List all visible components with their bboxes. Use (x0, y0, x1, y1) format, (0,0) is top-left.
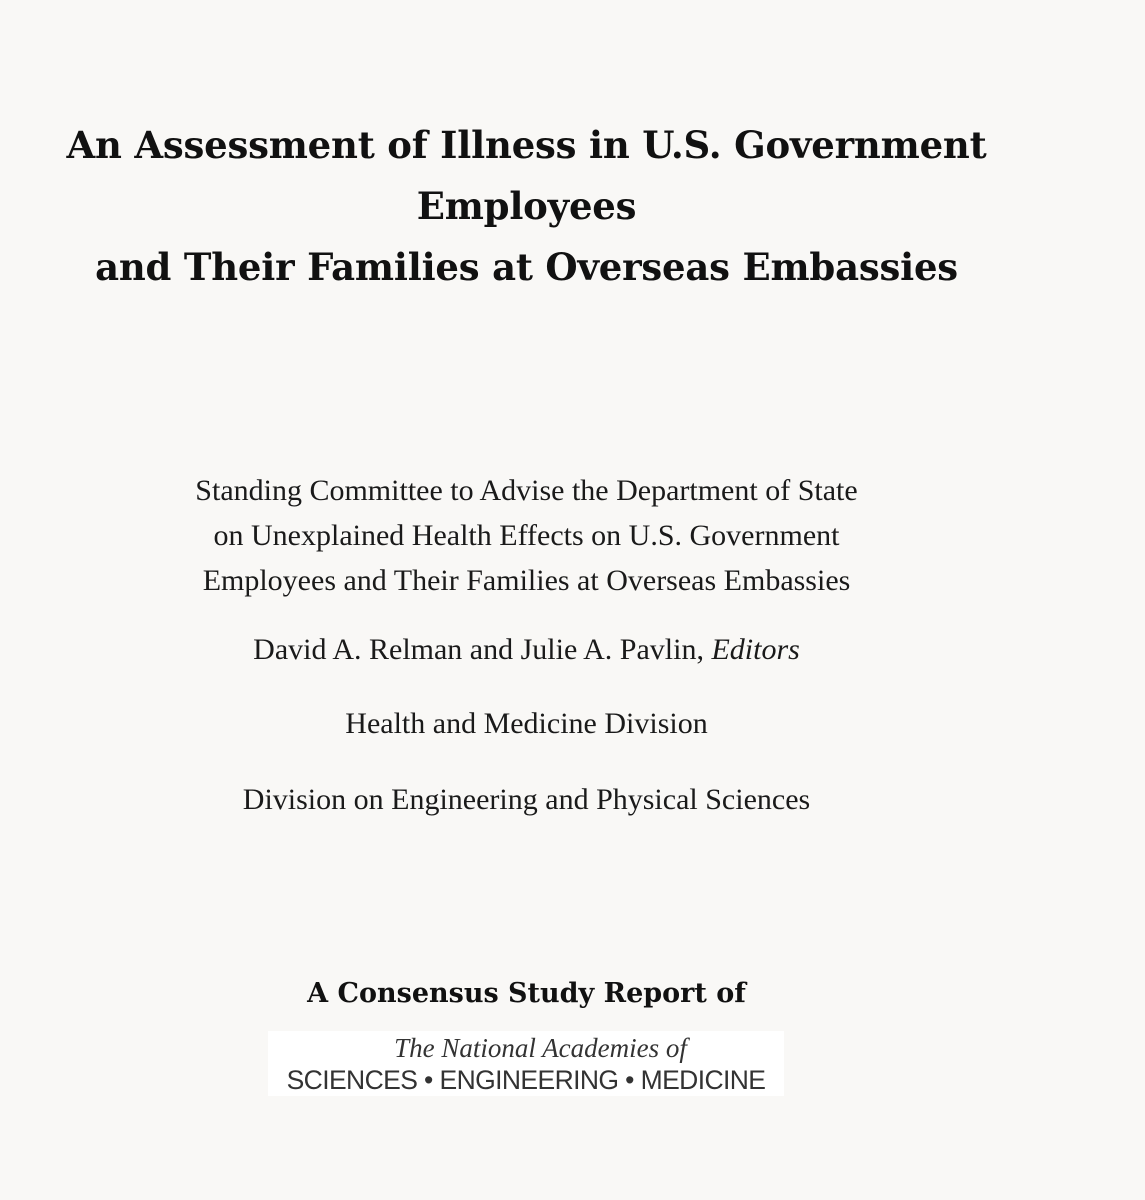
title-line-2: Employees (416, 184, 637, 228)
report-title (0, 115, 1053, 298)
consensus-study-label: A Consensus Study Report of (307, 978, 746, 1009)
committee-line-3: Employees and Their Families at Overseas Embassies (202, 564, 851, 597)
committee-line-1: Standing Committee to Advise the Department of State (195, 474, 858, 507)
logo-line-1: The National Academies of (394, 1033, 687, 1063)
national-academies-logo (268, 1031, 784, 1096)
committee-line-2: on Unexplained Health Effects on U.S. Government (213, 519, 840, 552)
editors-role: Editors (711, 633, 800, 666)
committee-name (0, 468, 1053, 603)
engineering-physical-sciences-division: Division on Engineering and Physical Sciences (242, 783, 811, 816)
title-line-3: and Their Families at Overseas Embassies (95, 245, 958, 289)
logo-line-2: SCIENCES • ENGINEERING • MEDICINE (286, 1065, 766, 1095)
editor-names: David A. Relman and Julie A. Pavlin, (253, 633, 712, 666)
title-line-1: An Assessment of Illness in U.S. Government (66, 123, 987, 167)
editors-line (0, 632, 1053, 668)
health-medicine-division: Health and Medicine Division (345, 707, 708, 740)
